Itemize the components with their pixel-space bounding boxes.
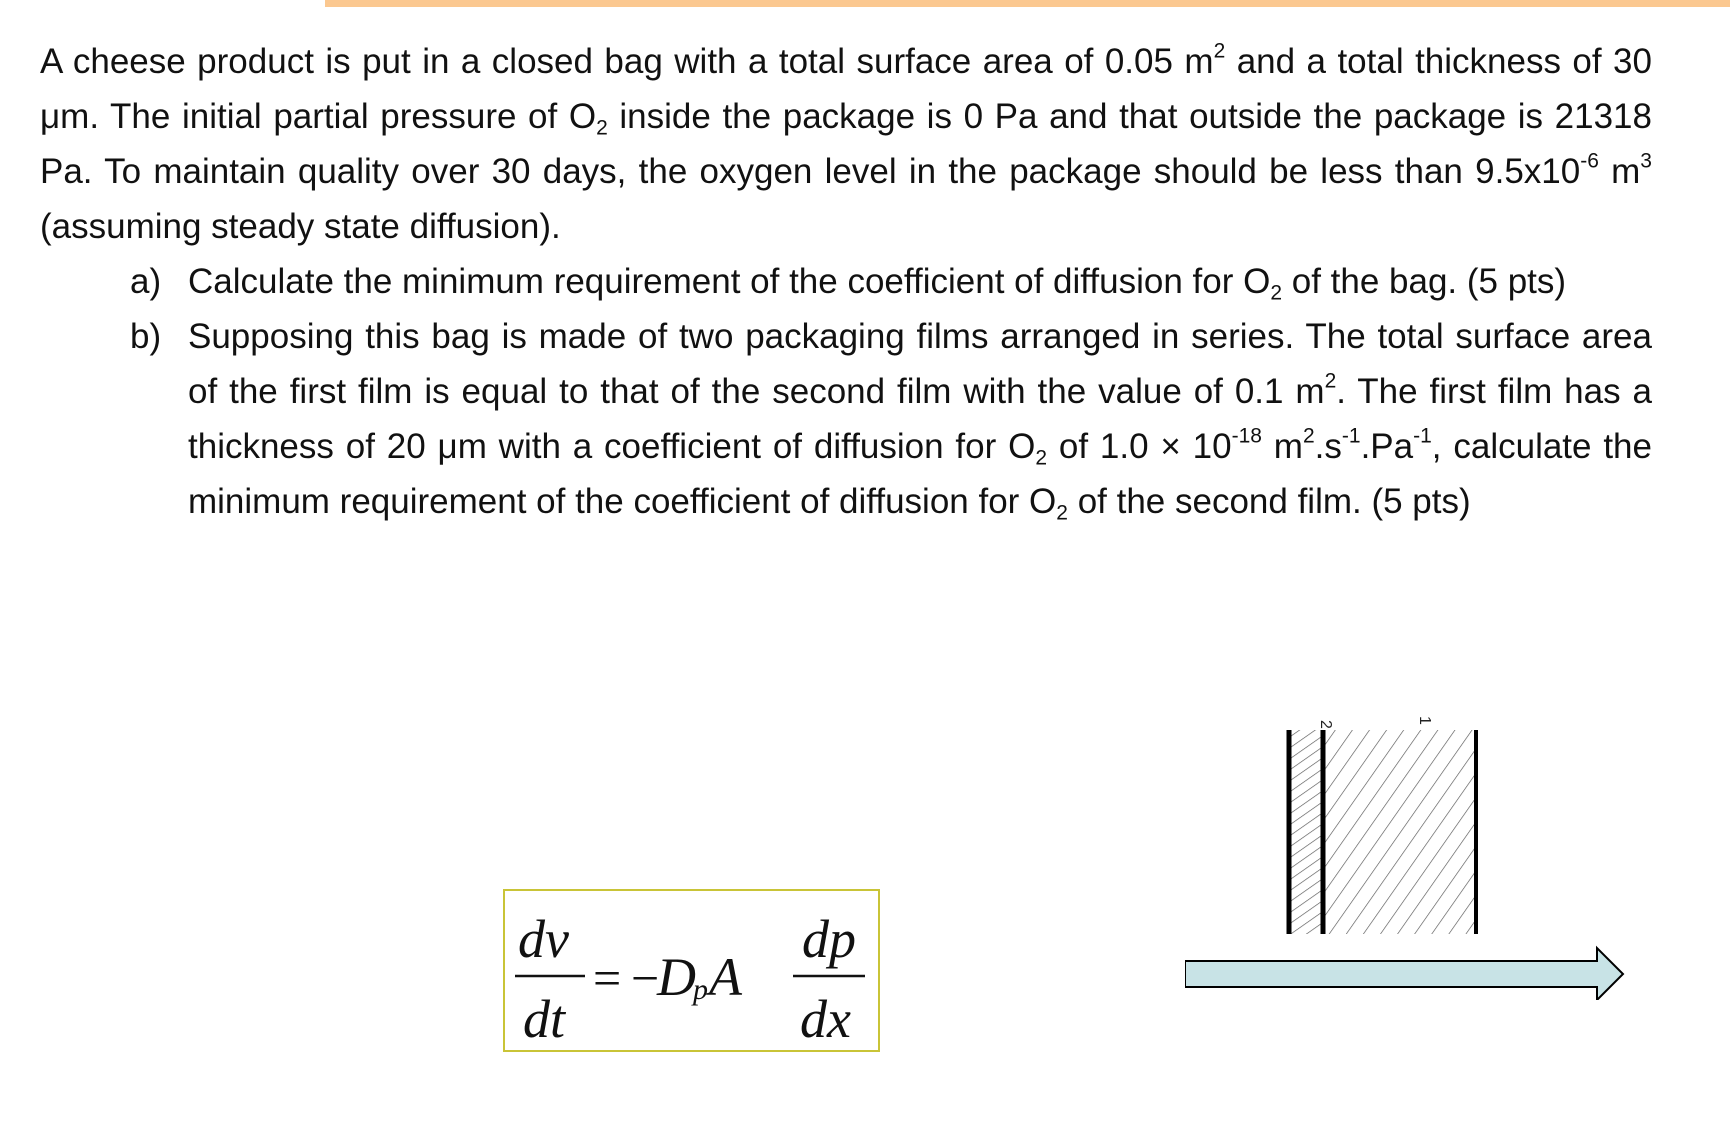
formula-area: A <box>709 947 742 1007</box>
formula-rhs-numerator: dp <box>802 909 856 969</box>
top-accent-bar <box>325 0 1730 7</box>
part-a: a) Calculate the minimum requirement of the coefficient of diffusion for $O_2$ of the bag. (5 pts) <box>40 254 1652 309</box>
diffusion-formula <box>503 889 880 1052</box>
formula-rhs-denominator: dx <box>800 989 851 1049</box>
film-1 <box>1323 730 1476 934</box>
film-1-label: 1 <box>1416 716 1433 725</box>
problem-statement <box>40 34 1652 529</box>
formula-minus: − <box>631 950 660 1006</box>
formula-lhs-denominator: dt <box>523 989 566 1049</box>
film-2 <box>1289 730 1323 934</box>
part-b-marker: b) <box>130 317 162 356</box>
part-b: b) Supposing this bag is made of two packaging films arranged in series. The total surface area of the first film is equal to that of the second film with the value of 0.1 $m^2$. The first film has a thickness of 20 μm with a coefficient of diffusion for $O_2$ of $1.0 \times 10^{-18}$ $m^2.s^{-1}.Pa^{-1}$, calculate the minimum requirement of the coefficient of diffusion for $O_2$ of the second film. (5 pts) <box>40 309 1652 529</box>
formula-coefficient: D <box>657 947 696 1007</box>
problem-intro: A cheese product is put in a closed bag with a total surface area of 0.05 $m^2$ and a total thickness of 30 μm. The initial partial pressure of $O_2$ inside the package is 0 Pa and that outside the package is 21318 Pa. To maintain quality over 30 days, the oxygen level in the package should be less than $9.5x10^{-6}$ $m^3$ (assuming steady state diffusion). <box>40 39 1652 246</box>
film-2-label: 2 <box>1317 720 1334 729</box>
part-a-marker: a) <box>130 262 162 301</box>
diffusion-direction-arrow <box>1185 948 1623 1000</box>
films-in-series-diagram <box>1185 700 1635 1005</box>
formula-lhs-numerator: dv <box>518 909 569 969</box>
formula-equals: = <box>593 950 622 1006</box>
formula-coefficient-subscript: p <box>693 973 708 1006</box>
